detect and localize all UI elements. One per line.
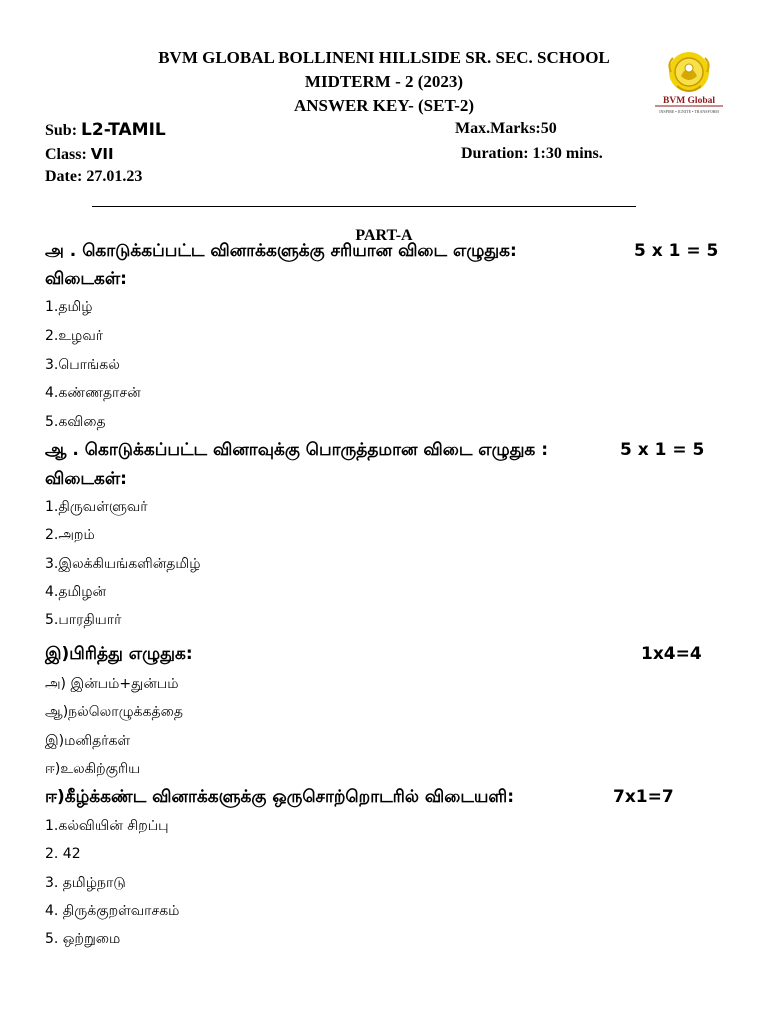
answer-item: ஈ)உலகிற்குரிய	[45, 761, 141, 777]
section-2-marks: 5 x 1 = 5	[620, 440, 705, 460]
section-2-answers-label: விடைகள்:	[45, 469, 127, 489]
header-divider	[92, 206, 636, 207]
exam-title: MIDTERM - 2 (2023)	[304, 72, 464, 91]
subject-value: L2-TAMIL	[81, 120, 166, 140]
school-name: BVM GLOBAL BOLLINENI HILLSIDE SR. SEC. SCHOOL	[158, 48, 610, 67]
answer-item: 1.திருவள்ளுவர்	[45, 499, 148, 515]
answer-item: 3.பொங்கல்	[45, 357, 120, 373]
subject-field	[45, 120, 166, 140]
section-2-heading: ஆ . கொடுக்கப்பட்ட வினாவுக்கு பொருத்தமான விடை எழுதுக :	[45, 440, 549, 460]
section-3-heading: இ)பிரித்து எழுதுக:	[45, 644, 193, 664]
section-1-answers-label: விடைகள்:	[45, 269, 127, 289]
answer-item: 2.அறம்	[45, 527, 95, 543]
answer-item: 3.இலக்கியங்களின்தமிழ்	[45, 556, 201, 572]
answer-key-title: ANSWER KEY- (SET-2)	[293, 96, 475, 115]
section-4-heading: ஈ)கீழ்க்கண்ட வினாக்களுக்கு ஒருசொற்றொடரில் விடையளி:	[45, 787, 515, 807]
answer-item: 4. திருக்குறள்வாசகம்	[45, 903, 180, 919]
answer-item: 5.கவிதை	[45, 414, 106, 430]
class-field	[45, 145, 114, 164]
answer-item: 5. ஒற்றுமை	[45, 931, 121, 947]
answer-item: 4.கண்ணதாசன்	[45, 385, 141, 401]
section-1-marks: 5 x 1 = 5	[634, 241, 719, 261]
answer-item: 5.பாரதியார்	[45, 612, 122, 628]
part-title: PART-A	[355, 227, 413, 244]
answer-item: 3. தமிழ்நாடு	[45, 875, 126, 891]
answer-item: 2. 42	[45, 846, 81, 862]
school-logo	[651, 46, 727, 118]
logo-emblem-icon	[651, 46, 727, 118]
subject-label: Sub:	[45, 122, 78, 139]
answer-item: இ)மனிதர்கள்	[45, 733, 131, 749]
max-marks: Max.Marks:50	[455, 120, 557, 137]
answer-item: 4.தமிழன்	[45, 584, 107, 600]
section-3-marks: 1x4=4	[641, 644, 702, 664]
section-4-marks: 7x1=7	[613, 787, 674, 807]
answer-item: 1.தமிழ்	[45, 299, 93, 315]
section-1-heading: அ . கொடுக்கப்பட்ட வினாக்களுக்கு சரியான விடை எழுதுக:	[45, 241, 517, 261]
exam-date: Date: 27.01.23	[45, 168, 143, 185]
duration: Duration: 1:30 mins.	[461, 145, 603, 162]
class-label: Class:	[45, 146, 87, 163]
answer-item: அ) இன்பம்+துன்பம்	[45, 676, 179, 692]
answer-item: ஆ)நல்லொழுக்கத்தை	[45, 704, 183, 720]
class-value: VII	[90, 145, 114, 163]
logo-tagline: INSPIRE • IGNITE • TRANSFORM	[659, 109, 719, 114]
answer-item: 1.கல்வியின் சிறப்பு	[45, 818, 169, 834]
answer-item: 2.உழவர்	[45, 328, 104, 344]
logo-text: BVM Global	[663, 96, 715, 106]
